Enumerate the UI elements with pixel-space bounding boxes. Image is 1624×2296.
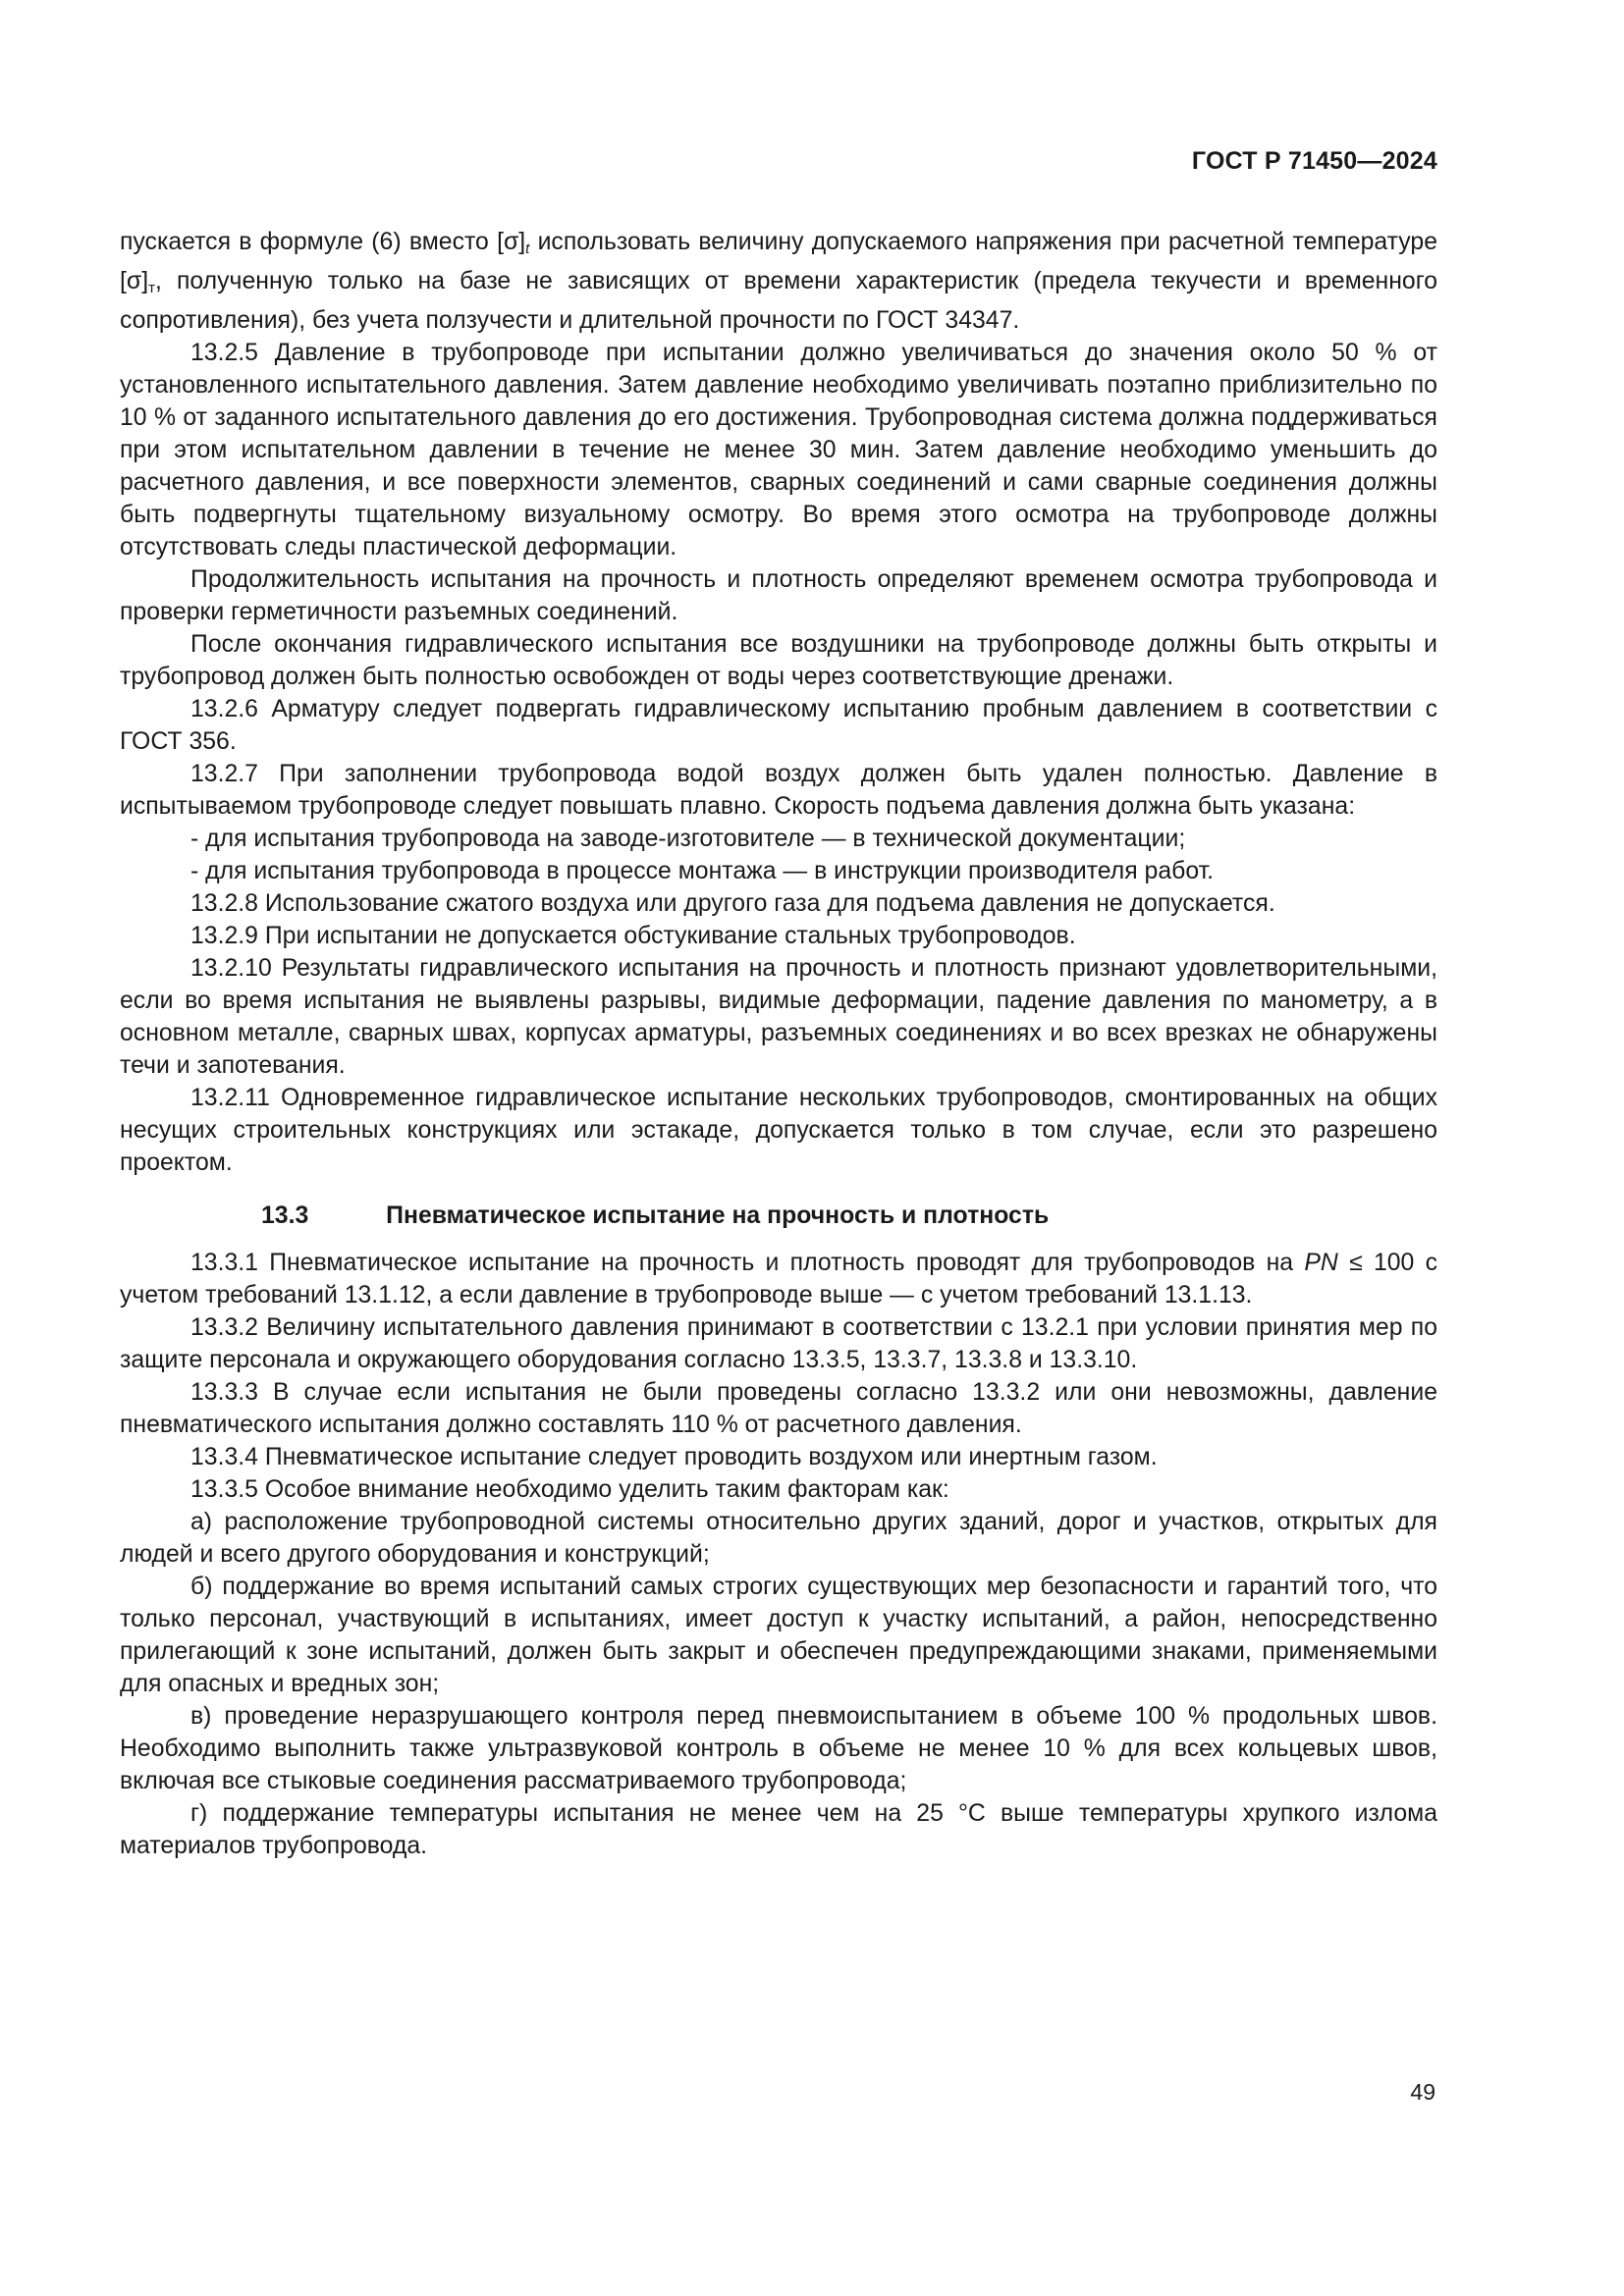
subscript-t-cyr: т bbox=[148, 280, 155, 296]
list-item: б) поддержание во время испытаний самых строгих существующих мер безопасности и гарантий того, что только персонал, участвующий в испытаниях, имеет доступ к участку испытаний, а район, непосредственно прилегающий к зоне испытаний, должен быть закрыт и обеспечен предупреждающими знаками, применяемыми для опасных и вредных зон; bbox=[120, 1574, 1437, 1697]
list-item: - для испытания трубопровода на заводе-изготовителе — в технической документации; bbox=[190, 826, 1186, 852]
list-item: - для испытания трубопровода в процессе монтажа — в инструкции производителя работ. bbox=[190, 858, 1215, 884]
paragraph: Продолжительность испытания на прочность и плотность определяют временем осмотра трубопровода и проверки герметичности разъемных соединений. bbox=[120, 566, 1437, 625]
paragraph: 13.2.7 При заполнении трубопровода водой воздух должен быть удален полностью. Давление в испытываемом трубопроводе следует повышать плавно. Скорость подъема давления должна быть указана: bbox=[120, 761, 1437, 820]
paragraph: 13.2.9 При испытании не допускается обстукивание стальных трубопроводов. bbox=[190, 923, 1076, 949]
section-heading bbox=[120, 1200, 1437, 1232]
paragraph: После окончания гидравлического испытания все воздушники на трубопроводе должны быть открыты и трубопровод должен быть полностью освобожден от воды через соответствующие дренажи. bbox=[120, 631, 1437, 690]
paragraph: 13.2.10 Результаты гидравлического испытания на прочность и плотность признают удовлетворительными, если во время испытания не выявлены разрывы, видимые деформации, падение давления по манометру, а в основном металле, сварных швах, корпусах арматуры, разъемных соединениях и во всех врезках не обнаружены течи и запотевания. bbox=[120, 955, 1437, 1079]
paragraph: 13.3.4 Пневматическое испытание следует проводить воздухом или инертным газом. bbox=[190, 1444, 1158, 1470]
text-run: ≤ 100 с учетом требований 13.1.12, а если давление в трубопроводе выше — с учетом требований 13.1.13. bbox=[120, 1250, 1437, 1308]
document-body bbox=[120, 226, 1437, 1862]
sigma-symbol: [σ] bbox=[497, 229, 526, 255]
paragraph-continuation bbox=[120, 226, 1437, 337]
section-title: Пневматическое испытание на прочность и плотность bbox=[386, 1202, 1050, 1229]
list-item: г) поддержание температуры испытания не менее чем на 25 °С выше температуры хрупкого излома материалов трубопровода. bbox=[120, 1800, 1437, 1859]
paragraph bbox=[120, 1247, 1437, 1311]
document-header: ГОСТ Р 71450—2024 bbox=[1191, 147, 1437, 175]
paragraph: 13.3.3 В случае если испытания не были проведены согласно 13.3.2 или они невозможны, давление пневматического испытания должно составлять 110 % от расчетного давления. bbox=[120, 1379, 1437, 1438]
text-run: использовать величину допускаемого напряжения при расчетной температуре bbox=[529, 229, 1437, 255]
section-number: 13.3 bbox=[261, 1202, 309, 1229]
page-number: 49 bbox=[1410, 2079, 1435, 2105]
subscript-t: t bbox=[525, 240, 530, 257]
list-item: в) проведение неразрушающего контроля перед пневмоиспытанием в объеме 100 % продольных швов. Необходимо выполнить также ультразвуковой контроль в объеме не менее 10 % для всех кольцевых швов, включая все стыковые соединения рассматриваемого трубопровода; bbox=[120, 1703, 1437, 1794]
text-run: , полученную только на базе не зависящих от времени характеристик (предела текучести и временного сопротивления), без учета ползучести и длительной прочности по ГОСТ 34347. bbox=[120, 268, 1437, 334]
paragraph: 13.3.5 Особое внимание необходимо уделить таким факторам как: bbox=[190, 1476, 949, 1503]
paragraph: 13.3.2 Величину испытательного давления принимают в соответствии с 13.2.1 при условии принятия мер по защите персонала и окружающего оборудования согласно 13.3.5, 13.3.7, 13.3.8 и 13.3.10. bbox=[120, 1314, 1437, 1373]
sigma-symbol: [σ] bbox=[120, 268, 149, 294]
list-item: а) расположение трубопроводной системы относительно других зданий, дорог и участков, открытых для людей и всего другого оборудования и конструкций; bbox=[120, 1509, 1437, 1568]
paragraph: 13.2.11 Одновременное гидравлическое испытание нескольких трубопроводов, смонтированных на общих несущих строительных конструкциях или эстакаде, допускается только в том случае, если это разрешено проектом. bbox=[120, 1085, 1437, 1176]
paragraph: 13.2.8 Использование сжатого воздуха или другого газа для подъема давления не допускается. bbox=[190, 890, 1275, 917]
paragraph: 13.2.6 Арматуру следует подвергать гидравлическому испытанию пробным давлением в соответствии с ГОСТ 356. bbox=[120, 696, 1437, 755]
text-run: пускается в формуле (6) вместо bbox=[120, 229, 498, 255]
paragraph: 13.2.5 Давление в трубопроводе при испытании должно увеличиваться до значения около 50 % от установленного испытательного давления. Затем давление необходимо увеличивать поэтапно приблизительно по 10 % от заданного испытательного давления до его достижения. Трубопроводная система должна поддерживаться при этом испытательном давлении в течение не менее 30 мин. Затем давление необходимо уменьшить до расчетного давления, и все поверхности элементов, сварных соединений и сами сварные соединения должны быть подвергнуты тщательному визуальному осмотру. Во время этого осмотра на трубопроводе должны отсутствовать следы пластической деформации. bbox=[120, 340, 1437, 561]
pn-symbol: PN bbox=[1304, 1250, 1338, 1276]
text-run: 13.3.1 Пневматическое испытание на прочность и плотность проводят для трубопроводов на bbox=[190, 1250, 1305, 1276]
